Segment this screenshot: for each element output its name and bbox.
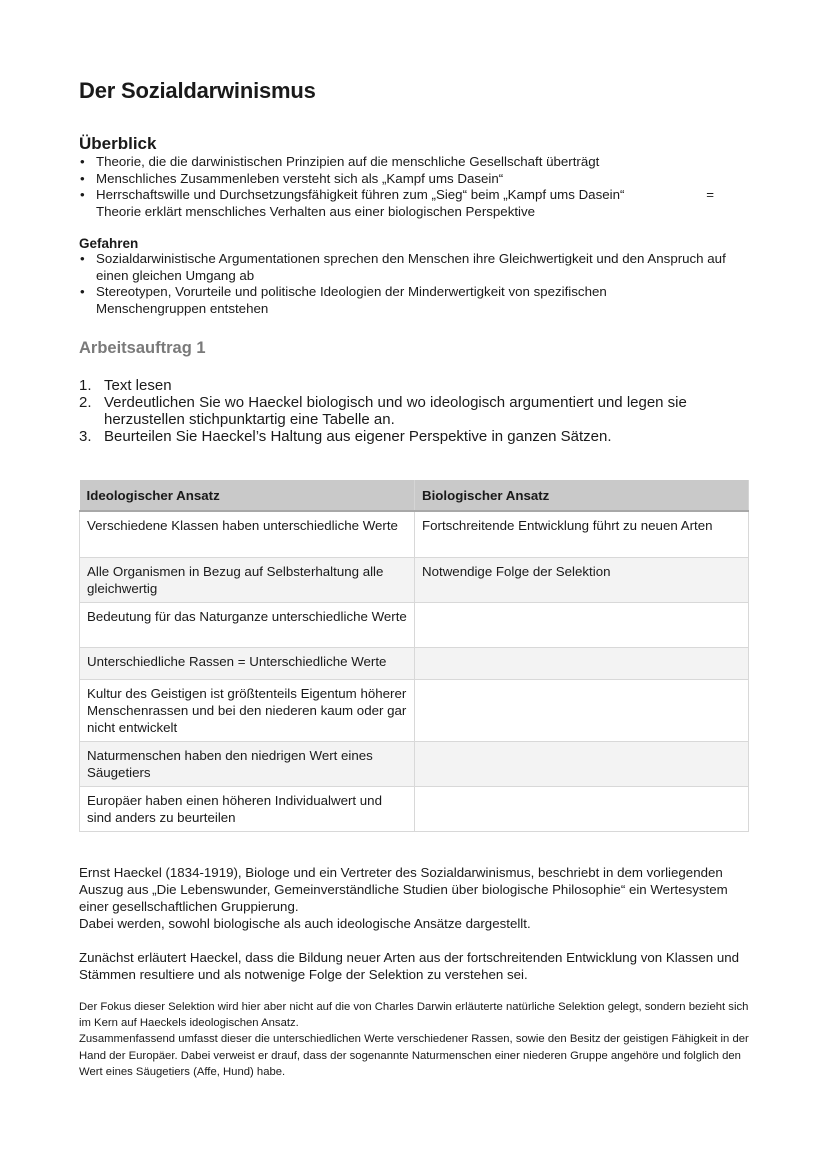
table-header-row bbox=[80, 480, 749, 511]
dangers-heading: Gefahren bbox=[79, 236, 139, 251]
table-row bbox=[80, 602, 749, 647]
table-cell bbox=[415, 647, 749, 679]
task-number: 2. bbox=[79, 394, 92, 411]
table-row bbox=[80, 741, 749, 786]
task-item bbox=[79, 377, 719, 394]
analysis-text bbox=[79, 864, 759, 1080]
overview-list bbox=[79, 154, 759, 220]
table-cell bbox=[415, 679, 749, 741]
dangers-section bbox=[79, 236, 759, 317]
assignment-heading: Arbeitsauftrag 1 bbox=[79, 339, 206, 357]
table-cell bbox=[415, 786, 749, 831]
table-row bbox=[80, 511, 749, 557]
list-item bbox=[79, 187, 759, 220]
paragraph-intro-continued: Dabei werden, sowohl biologische als auch ideologische Ansätze dargestellt. bbox=[79, 916, 531, 931]
paragraph-summary: Zusammenfassend umfasst dieser die unterschiedlichen Werte verschiedener Rassen, sowie den Besitz der geistigen Fähigkeit in der Hand der Europäer. Dabei verweist er drauf, dass der sogenannte Naturmenschen einer niederen Gruppe angehöre und folglich den Wert eines Säugetiers (Affe, Hund) habe. bbox=[79, 1033, 749, 1078]
table-cell: Fortschreitende Entwicklung führt zu neuen Arten bbox=[415, 511, 749, 557]
dangers-list bbox=[79, 251, 749, 317]
column-header-ideological: Ideologischer Ansatz bbox=[80, 480, 415, 511]
task-number: 3. bbox=[79, 428, 92, 445]
task-number: 1. bbox=[79, 377, 92, 394]
list-item: • Stereotypen, Vorurteile und politische Ideologien der Minderwertigkeit von spezifischen Menschengruppen entstehen bbox=[79, 284, 749, 317]
task-text: Text lesen bbox=[104, 377, 172, 394]
task-text: Beurteilen Sie Haeckel’s Haltung aus eigener Perspektive in ganzen Sätzen. bbox=[104, 428, 612, 445]
comparison-table bbox=[79, 480, 749, 832]
paragraph-biological: Zunächst erläutert Haeckel, dass die Bildung neuer Arten aus der fortschreitenden Entwicklung von Klassen und Stämmen resultiere und als notwenige Folge der Selektion zu verstehen sei. bbox=[79, 950, 740, 982]
table-row bbox=[80, 647, 749, 679]
table-row bbox=[80, 557, 749, 602]
table-cell: Bedeutung für das Naturganze unterschiedliche Werte bbox=[80, 602, 415, 647]
list-item: • Theorie, die die darwinistischen Prinzipien auf die menschliche Gesellschaft überträgt bbox=[79, 154, 759, 171]
table-cell: Europäer haben einen höheren Individualwert und sind anders zu beurteilen bbox=[80, 786, 415, 831]
table-row bbox=[80, 679, 749, 741]
table-cell bbox=[415, 602, 749, 647]
table-cell: Unterschiedliche Rassen = Unterschiedliche Werte bbox=[80, 647, 415, 679]
table-cell: Notwendige Folge der Selektion bbox=[415, 557, 749, 602]
equals-sign: = bbox=[706, 187, 714, 202]
task-item bbox=[79, 394, 719, 428]
list-item-text: Herrschaftswille und Durchsetzungsfähigkeit führen zum „Sieg“ beim „Kampf ums Dasein“ bbox=[96, 187, 625, 202]
page-title: Der Sozialdarwinismus bbox=[79, 78, 316, 103]
task-text: Verdeutlichen Sie wo Haeckel biologisch und wo ideologisch argumentiert und legen sie herzustellen stichpunktartig eine Tabelle an. bbox=[104, 394, 687, 428]
table-row bbox=[80, 786, 749, 831]
table-cell: Verschiedene Klassen haben unterschiedliche Werte bbox=[80, 511, 415, 557]
overview-heading: Überblick bbox=[79, 134, 157, 153]
task-list bbox=[79, 377, 719, 445]
table-cell: Kultur des Geistigen ist größtenteils Eigentum höherer Menschenrassen und bei den niederen kaum oder gar nicht entwickelt bbox=[80, 679, 415, 741]
task-item bbox=[79, 428, 719, 445]
table-cell: Alle Organismen in Bezug auf Selbsterhaltung alle gleichwertig bbox=[80, 557, 415, 602]
table-cell bbox=[415, 741, 749, 786]
list-item: • Sozialdarwinistische Argumentationen sprechen den Menschen ihre Gleichwertigkeit und den Anspruch auf einen gleichen Umgang ab bbox=[79, 251, 749, 284]
overview-section bbox=[79, 134, 759, 220]
overview-conclusion: Theorie erklärt menschliches Verhalten aus einer biologischen Perspektive bbox=[96, 203, 536, 219]
table-cell: Naturmenschen haben den niedrigen Wert eines Säugetiers bbox=[80, 741, 415, 786]
column-header-biological: Biologischer Ansatz bbox=[415, 480, 749, 511]
paragraph-selection: Der Fokus dieser Selektion wird hier aber nicht auf die von Charles Darwin erläuterte natürliche Selektion gelegt, sondern bezieht sich im Kern auf Haeckels ideologischen Ansatz. bbox=[79, 1001, 749, 1030]
list-item: • Menschliches Zusammenleben versteht sich als „Kampf ums Dasein“ bbox=[79, 171, 759, 188]
paragraph-intro: Ernst Haeckel (1834-1919), Biologe und ein Vertreter des Sozialdarwinismus, beschriebt in dem vorliegenden Auszug aus „Die Lebenswunder, Gemeinverständliche Studien über biologische Philosophie“ ein Wertesystem einer gesellschaftlichen Gruppierung. bbox=[79, 865, 728, 914]
